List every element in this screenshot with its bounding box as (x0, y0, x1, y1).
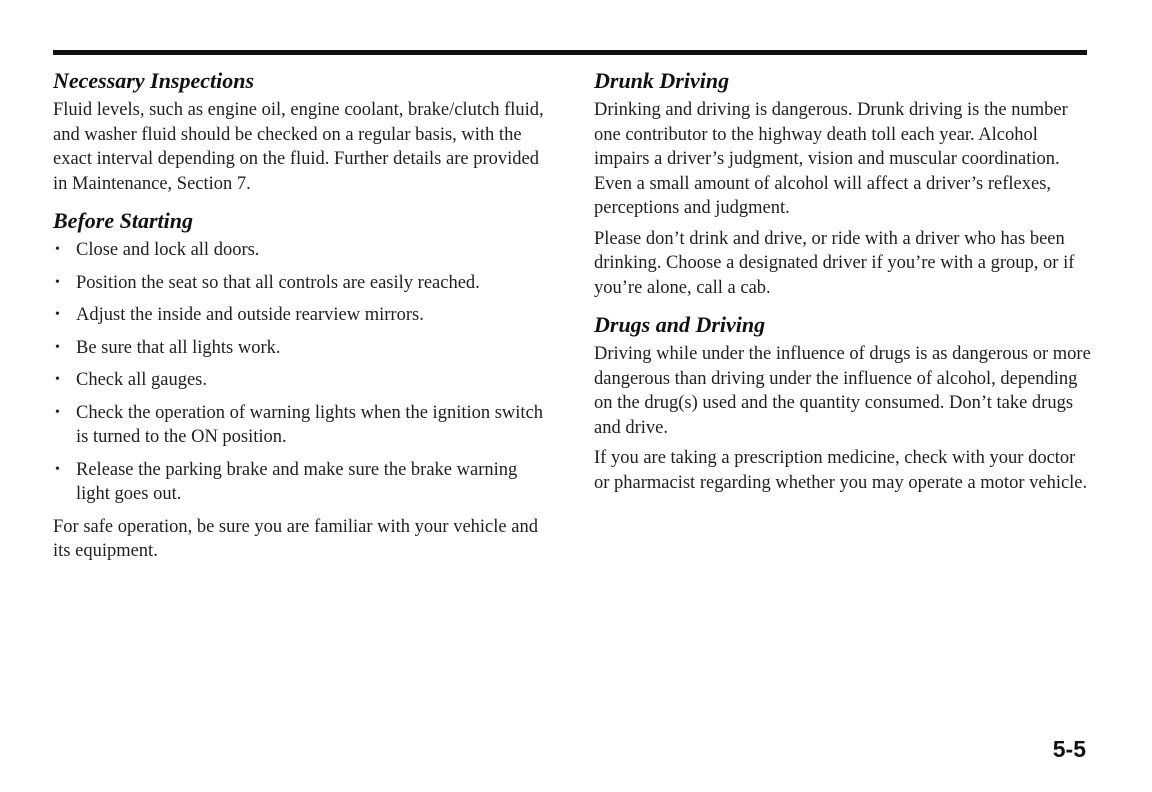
bullet-icon: • (55, 307, 60, 322)
before-starting-section (53, 208, 553, 564)
list-item: • Check all gauges. (53, 368, 553, 393)
necessary-inspections-body: Fluid levels, such as engine oil, engine coolant, brake/clutch fluid, and washer fluid should be checked on a regular basis, with the exact interval depending on the fluid. Further details are provided in Maintenance, Section 7. (53, 100, 544, 194)
list-item: • Adjust the inside and outside rearview mirrors. (53, 303, 553, 328)
top-rule (53, 50, 1087, 55)
drugs-and-driving-section (594, 312, 1094, 495)
list-item: • Position the seat so that all controls are easily reached. (53, 271, 553, 296)
bullet-icon: • (55, 461, 60, 477)
list-item: • Close and lock all doors. (53, 238, 553, 263)
drugs-and-driving-heading: Drugs and Driving (594, 312, 766, 337)
drugs-and-driving-paragraph-2: If you are taking a prescription medicine, check with your doctor or pharmacist regarding whether you may operate a motor vehicle. (594, 448, 1088, 493)
before-starting-list (53, 238, 553, 507)
bullet-icon: • (55, 274, 60, 290)
necessary-inspections-heading: Necessary Inspections (53, 68, 255, 93)
before-starting-heading: Before Starting (53, 208, 193, 233)
list-item: • Be sure that all lights work. (53, 336, 553, 361)
bullet-icon: • (55, 404, 60, 420)
bullet-icon: • (55, 339, 60, 355)
left-column (53, 68, 553, 576)
list-item: • Check the operation of warning lights when the ignition switch is turned to the ON position. (55, 402, 544, 447)
drunk-driving-paragraph-2: Please don’t drink and drive, or ride with a driver who has been drinking. Choose a designated driver if you’re with a group, or if you’re alone, call a cab. (594, 228, 1075, 298)
bullet-icon: • (55, 242, 60, 257)
drunk-driving-heading: Drunk Driving (594, 68, 730, 93)
list-item: • Release the parking brake and make sure the brake warning light goes out. (55, 459, 518, 504)
before-starting-closing: For safe operation, be sure you are familiar with your vehicle and its equipment. (53, 516, 538, 561)
drugs-and-driving-paragraph-1: Driving while under the influence of drugs is as dangerous or more dangerous than driving under the influence of alcohol, depending on the drug(s) used and the quantity consumed. Don’t take drugs and drive. (594, 344, 1091, 438)
right-column (594, 68, 1094, 507)
page-number: 5-5 (1052, 736, 1086, 762)
necessary-inspections-section (53, 68, 553, 196)
bullet-icon: • (55, 372, 60, 387)
drunk-driving-section (594, 68, 1094, 300)
drunk-driving-paragraph-1: Drinking and driving is dangerous. Drunk driving is the number one contributor to the highway death toll each year. Alcohol impairs a driver’s judgment, vision and muscular coordination. Even a small amount of alcohol will affect a driver’s reflexes, perceptions and judgment. (594, 100, 1068, 218)
